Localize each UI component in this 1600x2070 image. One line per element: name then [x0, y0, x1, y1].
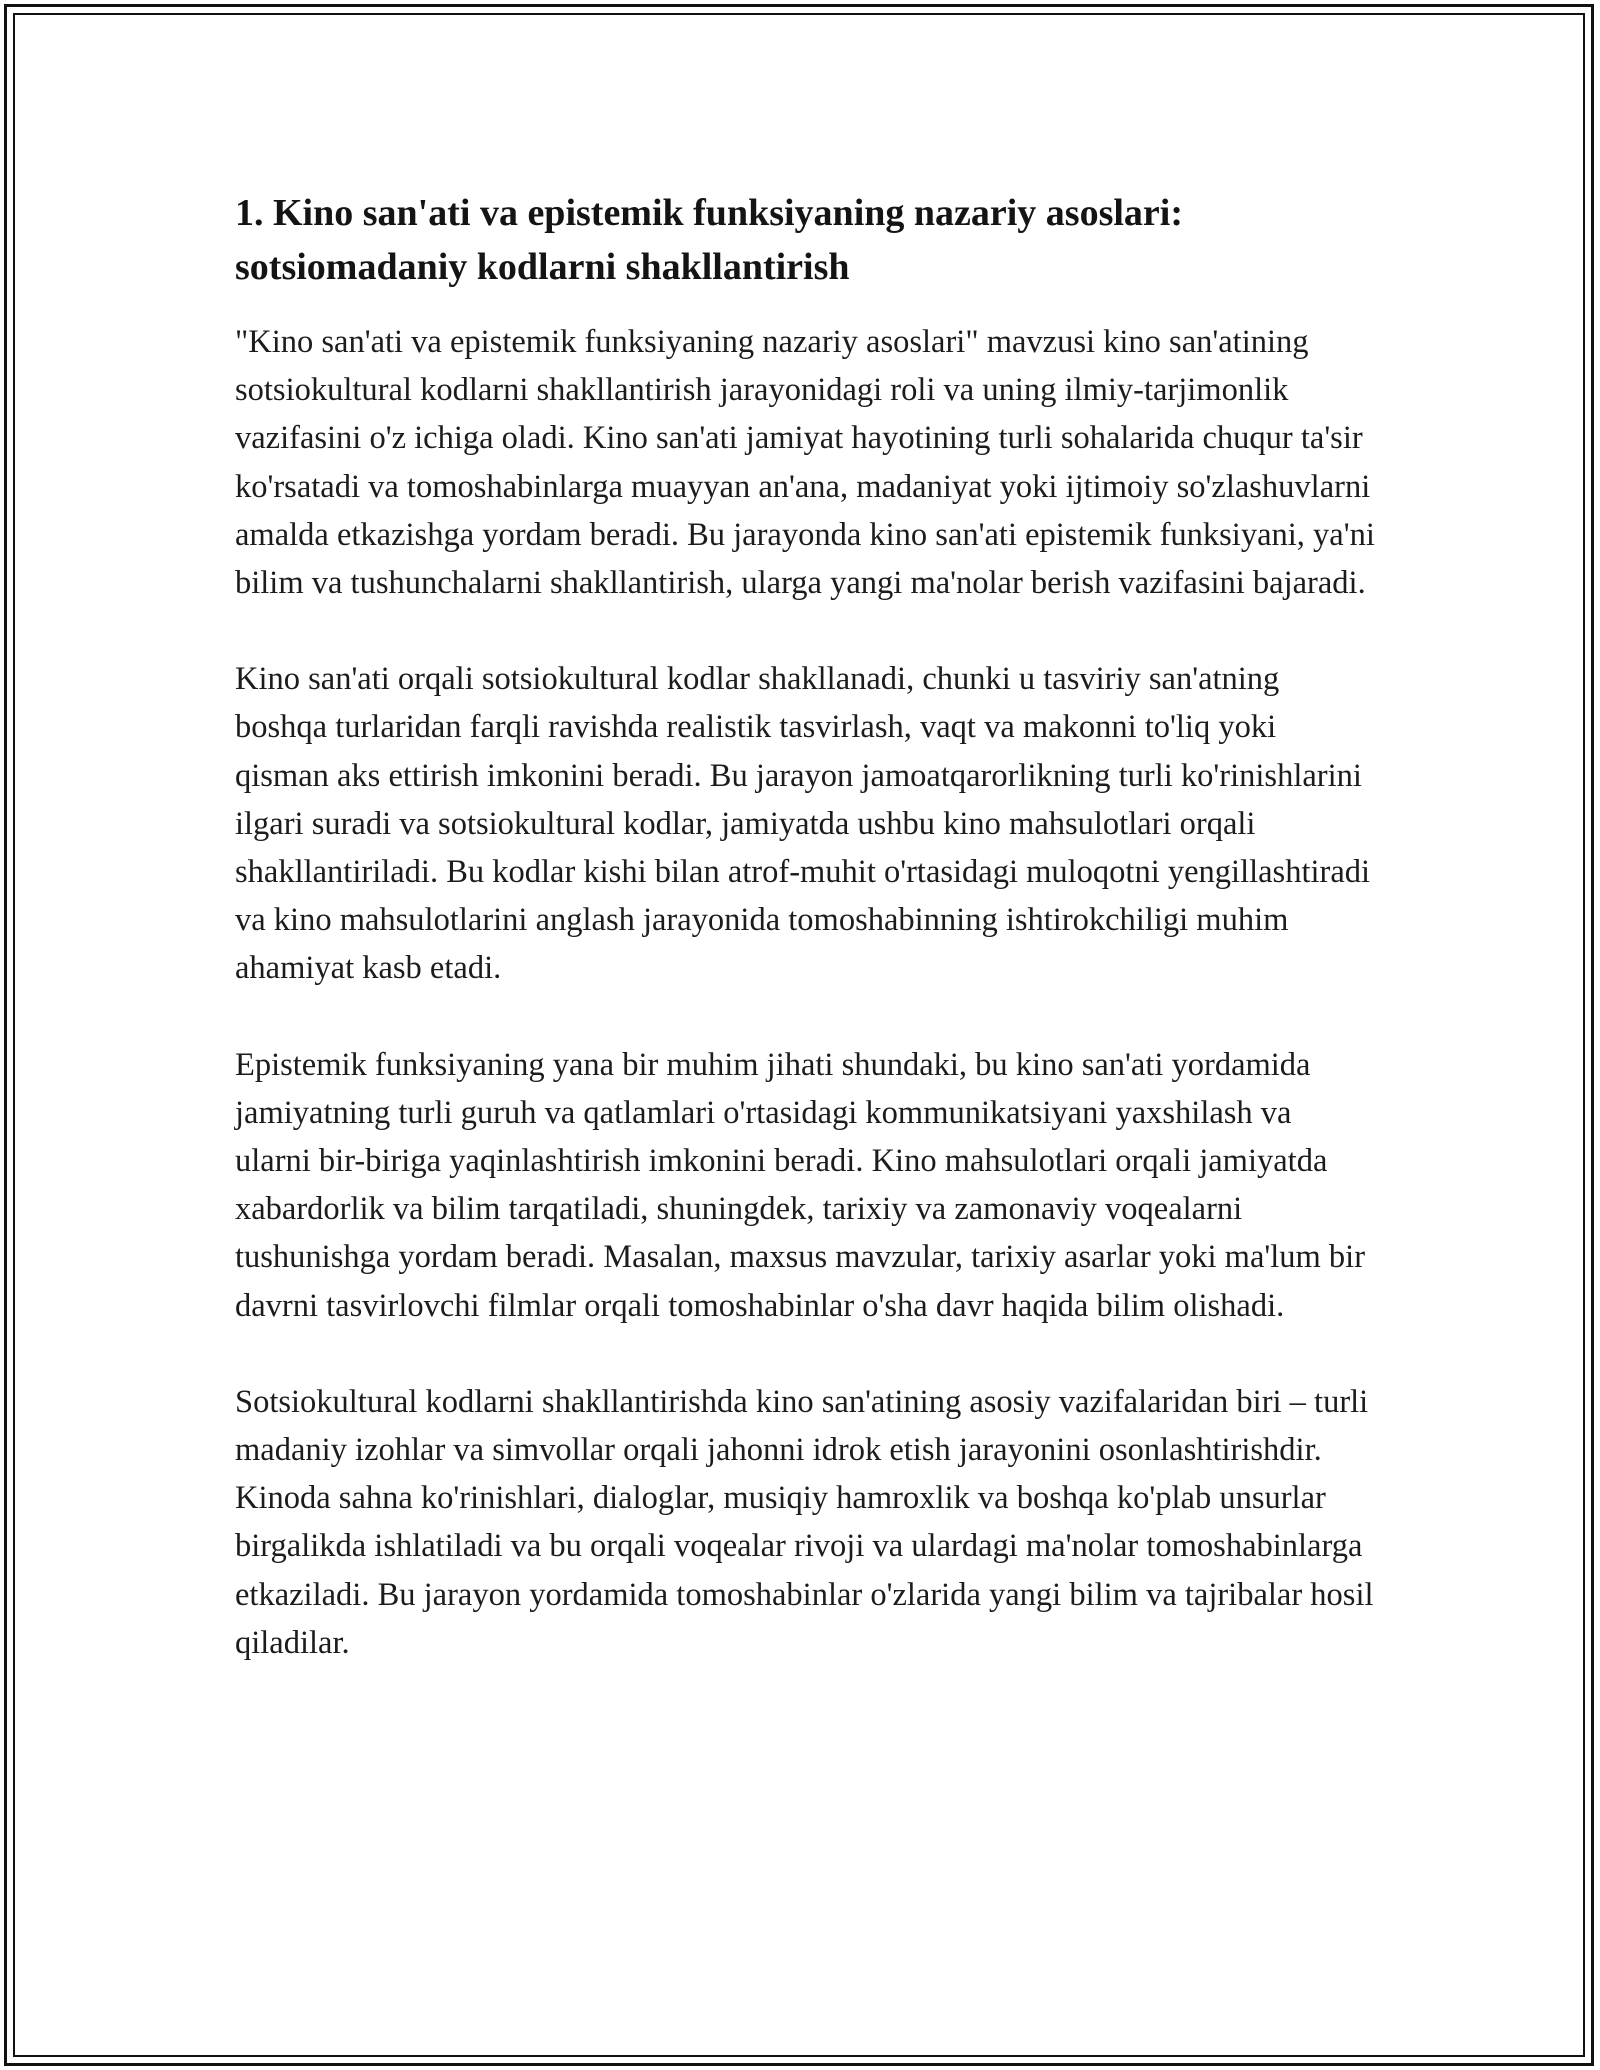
- paragraph-2: Kino san'ati orqali sotsiokultural kodlar shakllanadi, chunki u tasviriy san'atning boshqa turlaridan farqli ravishda realistik tasvirlash, vaqt va makonni to'liq yoki qisman aks ettirish imkonini beradi. Bu jarayon jamoatqarorlikning turli ko'rinishlarini ilgari suradi va sotsiokultural kodlar, jamiyatda ushbu kino mahsulotlari orqali shakllantiriladi. Bu kodlar kishi bilan atrof-muhit o'rtasidagi muloqotni yengillashtiradi va kino mahsulotlarini anglash jarayonida tomoshabinning ishtirokchiligi muhim ahamiyat kasb etadi.: [235, 661, 1371, 987]
- page-title: 1. Kino san'ati va epistemik funksiyaning nazariy asoslari: sotsiomadaniy kodlarni shakllantirish: [235, 192, 1184, 288]
- paragraph-1: "Kino san'ati va epistemik funksiyaning nazariy asoslari" mavzusi kino san'atining sotsiokultural kodlarni shakllantirish jarayonidagi roli va uning ilmiy-tarjimonlik vazifasini o'z ichiga oladi. Kino san'ati jamiyat hayotining turli sohalarida chuqur ta'sir ko'rsatadi va tomoshabinlarga muayyan an'ana, madaniyat yoki ijtimoiy so'zlashuvlarni amalda etkazishga yordam beradi. Bu jarayonda kino san'ati epistemik funksiyani, ya'ni bilim va tushunchalarni shakllantirish, ularga yangi ma'nolar berish vazifasini bajaradi.: [235, 324, 1375, 602]
- paragraph-4: Sotsiokultural kodlarni shakllantirishda kino san'atining asosiy vazifalaridan biri – turli madaniy izohlar va simvollar orqali jahonni idrok etish jarayonini osonlashtirishdir. Kinoda sahna ko'rinishlari, dialoglar, musiqiy hamroxlik va boshqa ko'plab unsurlar birgalikda ishlatiladi va bu orqali voqealar rivoji va ulardagi ma'nolar tomoshabinlarga etkaziladi. Bu jarayon yordamida tomoshabinlar o'zlarida yangi bilim va tajribalar hosil qiladilar.: [235, 1383, 1374, 1661]
- paragraph-3: Epistemik funksiyaning yana bir muhim jihati shundaki, bu kino san'ati yordamida jamiyatning turli guruh va qatlamlari o'rtasidagi kommunikatsiyani yaxshilash va ularni bir-biriga yaqinlashtirish imkonini beradi. Kino mahsulotlari orqali jamiyatda xabardorlik va bilim tarqatiladi, shuningdek, tarixiy va zamonaviy voqealarni tushunishga yordam beradi. Masalan, maxsus mavzular, tarixiy asarlar yoki ma'lum bir davrni tasvirlovchi filmlar orqali tomoshabinlar o'sha davr haqida bilim olishadi.: [235, 1046, 1366, 1324]
- document-body: [235, 186, 1375, 1715]
